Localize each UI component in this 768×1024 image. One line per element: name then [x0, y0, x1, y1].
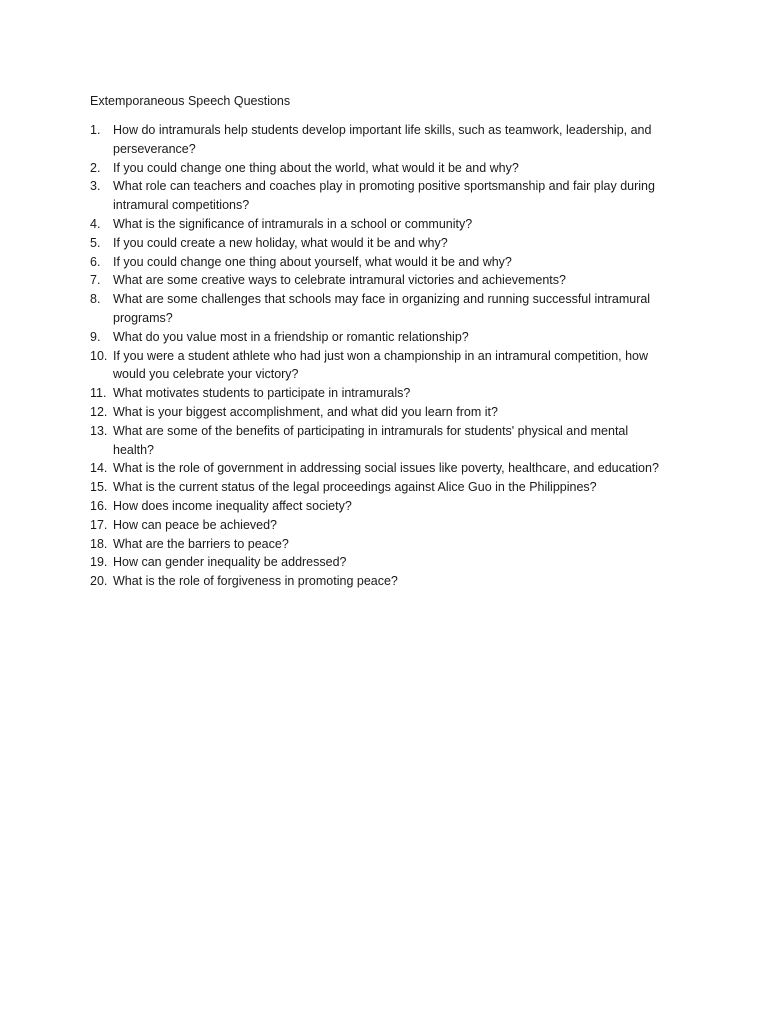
- question-text: How can peace be achieved?: [113, 517, 278, 532]
- question-item: [90, 328, 670, 347]
- question-item: [90, 290, 670, 328]
- question-item: [90, 516, 670, 535]
- question-number: 4.: [90, 216, 101, 231]
- question-number: 11.: [90, 386, 107, 401]
- question-text: What is the role of government in addressing social issues like poverty, healthcare, and education?: [113, 461, 659, 476]
- question-item: [90, 478, 670, 497]
- question-text: How does income inequality affect society?: [113, 498, 352, 513]
- question-number: 2.: [90, 160, 101, 175]
- question-item: [90, 459, 670, 478]
- question-item: [90, 422, 670, 460]
- question-number: 20.: [90, 574, 108, 589]
- question-text: If you could change one thing about the world, what would it be and why?: [113, 160, 519, 175]
- question-number: 8.: [90, 292, 101, 307]
- question-text: What do you value most in a friendship or romantic relationship?: [113, 329, 469, 344]
- question-text: What motivates students to participate in intramurals?: [113, 386, 411, 401]
- question-item: [90, 553, 670, 572]
- question-number: 17.: [90, 517, 108, 532]
- question-item: [90, 497, 670, 516]
- question-number: 14.: [90, 461, 108, 476]
- question-number: 13.: [90, 423, 108, 438]
- document-title: Extemporaneous Speech Questions: [90, 94, 291, 108]
- question-number: 3.: [90, 179, 101, 194]
- question-item: [90, 535, 670, 554]
- question-number: 5.: [90, 235, 101, 250]
- question-number: 19.: [90, 555, 108, 570]
- question-number: 6.: [90, 254, 101, 269]
- question-item: [90, 177, 670, 215]
- question-item: [90, 121, 670, 159]
- question-text: What is your biggest accomplishment, and what did you learn from it?: [113, 404, 498, 419]
- question-item: [90, 253, 670, 272]
- question-text: What are some of the benefits of participating in intramurals for students' physical and mental health?: [113, 423, 629, 457]
- question-list: [90, 121, 670, 591]
- question-text: If you were a student athlete who had just won a championship in an intramural competition, how would you celebrate your victory?: [113, 348, 649, 382]
- question-text: What is the role of forgiveness in promoting peace?: [113, 574, 398, 589]
- question-number: 12.: [90, 404, 108, 419]
- question-number: 7.: [90, 273, 101, 288]
- question-text: How can gender inequality be addressed?: [113, 555, 347, 570]
- question-text: What are the barriers to peace?: [113, 536, 289, 551]
- question-item: [90, 159, 670, 178]
- question-text: How do intramurals help students develop important life skills, such as teamwork, leadership, and perseverance?: [113, 123, 652, 156]
- question-item: [90, 347, 670, 385]
- question-item: [90, 271, 670, 290]
- question-text: What are some creative ways to celebrate intramural victories and achievements?: [113, 273, 566, 288]
- question-item: [90, 572, 670, 591]
- question-text: If you could create a new holiday, what would it be and why?: [113, 235, 448, 250]
- question-text: What is the significance of intramurals in a school or community?: [113, 216, 473, 231]
- question-item: [90, 403, 670, 422]
- question-number: 9.: [90, 329, 101, 344]
- question-item: [90, 234, 670, 253]
- question-text: If you could change one thing about yourself, what would it be and why?: [113, 254, 512, 269]
- question-text: What is the current status of the legal proceedings against Alice Guo in the Philippines?: [113, 480, 597, 495]
- question-text: What role can teachers and coaches play in promoting positive sportsmanship and fair play during intramural competitions?: [113, 179, 655, 213]
- question-number: 16.: [90, 498, 108, 513]
- question-number: 18.: [90, 536, 108, 551]
- question-number: 15.: [90, 480, 108, 495]
- question-number: 1.: [90, 123, 101, 137]
- question-text: What are some challenges that schools may face in organizing and running successful intramural programs?: [113, 292, 651, 325]
- question-number: 10.: [90, 348, 108, 363]
- question-item: [90, 384, 670, 403]
- question-item: [90, 215, 670, 234]
